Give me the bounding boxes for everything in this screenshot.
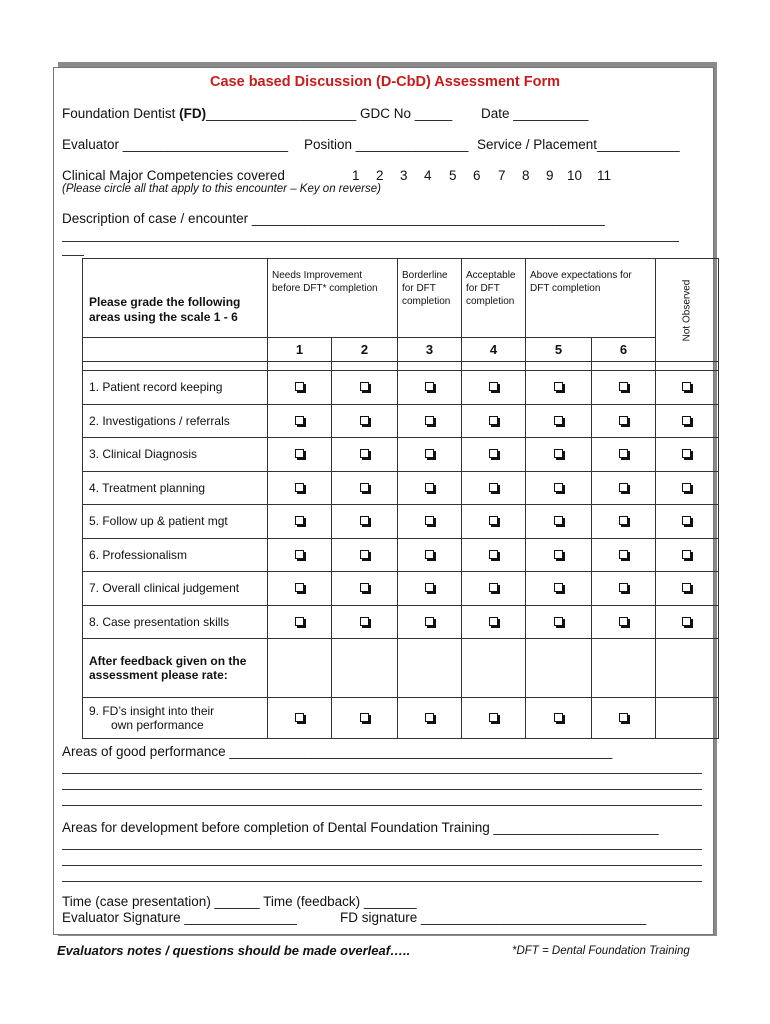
item-5-not-observed-checkbox[interactable] — [682, 516, 691, 525]
position-field[interactable]: Position _______________ — [304, 137, 469, 152]
grade-cell — [592, 538, 656, 572]
item-2-grade-5-checkbox[interactable] — [554, 416, 563, 425]
competency-5[interactable]: 5 — [449, 168, 457, 183]
item-8-grade-5-checkbox[interactable] — [554, 617, 563, 626]
competency-11[interactable]: 11 — [597, 168, 612, 183]
grid-row — [83, 698, 719, 739]
grade-cell — [268, 471, 332, 505]
item-8-grade-2-checkbox[interactable] — [360, 617, 369, 626]
grade-cell — [526, 471, 592, 505]
competency-7[interactable]: 7 — [498, 168, 506, 183]
grade-cell — [398, 438, 462, 472]
grade-cell — [592, 438, 656, 472]
grade-cell — [462, 572, 526, 606]
item-8-grade-6-checkbox[interactable] — [619, 617, 628, 626]
item-7-grade-5-checkbox[interactable] — [554, 583, 563, 592]
grade-cell — [462, 698, 526, 739]
item-5-grade-5-checkbox[interactable] — [554, 516, 563, 525]
grade-cell — [462, 505, 526, 539]
fd-label-bold: (FD) — [179, 106, 207, 121]
item-9-grade-6-checkbox[interactable] — [619, 713, 628, 722]
item-1-grade-3-checkbox[interactable] — [425, 382, 434, 391]
scale-2: 2 — [332, 338, 398, 362]
grade-cell — [332, 605, 398, 639]
competency-1[interactable]: 1 — [352, 168, 360, 183]
grade-cell — [268, 371, 332, 405]
item-7-grade-1-checkbox[interactable] — [295, 583, 304, 592]
development-line-4[interactable] — [62, 881, 702, 882]
item-label: 1. Patient record keeping — [83, 371, 268, 405]
grade-cell — [592, 639, 656, 698]
item-7-grade-6-checkbox[interactable] — [619, 583, 628, 592]
not-observed-cell — [656, 471, 719, 505]
grade-cell — [462, 371, 526, 405]
competencies-label: Clinical Major Competencies covered — [62, 168, 285, 183]
overleaf-note: Evaluators notes / questions should be made overleaf….. — [57, 943, 411, 958]
grade-cell — [398, 371, 462, 405]
grade-cell — [592, 605, 656, 639]
grade-cell — [268, 404, 332, 438]
grade-cell — [526, 698, 592, 739]
header-borderline: Borderline for DFT completion — [398, 259, 462, 338]
feedback-note-line2: assessment please rate: — [89, 668, 228, 682]
not-observed-cell — [656, 605, 719, 639]
competency-8[interactable]: 8 — [522, 168, 530, 183]
feedback-note-line1: After feedback given on the — [89, 654, 247, 668]
feedback-note — [83, 639, 268, 698]
item-3-not-observed-checkbox[interactable] — [682, 449, 691, 458]
service-field[interactable]: Service / Placement___________ — [477, 137, 680, 152]
not-observed-cell — [656, 371, 719, 405]
item-7-grade-3-checkbox[interactable] — [425, 583, 434, 592]
item-4-grade-4-checkbox[interactable] — [489, 483, 498, 492]
header-above-expectations: Above expectations for DFT completion — [526, 259, 656, 338]
grade-cell — [332, 698, 398, 739]
item-1-grade-2-checkbox[interactable] — [360, 382, 369, 391]
item-3-grade-5-checkbox[interactable] — [554, 449, 563, 458]
grade-cell — [398, 639, 462, 698]
item-7-grade-2-checkbox[interactable] — [360, 583, 369, 592]
grading-prompt — [83, 259, 268, 338]
dft-footnote: *DFT = Dental Foundation Training — [512, 945, 690, 957]
item-4-grade-3-checkbox[interactable] — [425, 483, 434, 492]
item-2-grade-6-checkbox[interactable] — [619, 416, 628, 425]
grade-cell — [462, 639, 526, 698]
grade-cell — [332, 371, 398, 405]
form-title: Case based Discussion (D-CbD) Assessment Form — [210, 74, 560, 90]
item-label: 3. Clinical Diagnosis — [83, 438, 268, 472]
grid-row — [83, 438, 719, 472]
item-3-grade-4-checkbox[interactable] — [489, 449, 498, 458]
header-needs-improvement: Needs Improvement before DFT* completion — [268, 259, 398, 338]
grade-cell — [462, 438, 526, 472]
scale-6: 6 — [592, 338, 656, 362]
grade-cell — [526, 538, 592, 572]
scale-3: 3 — [398, 338, 462, 362]
item-6-grade-1-checkbox[interactable] — [295, 550, 304, 559]
item-4-not-observed-checkbox[interactable] — [682, 483, 691, 492]
gdc-field[interactable]: GDC No _____ — [356, 106, 453, 121]
grid-row — [83, 471, 719, 505]
scale-spacer — [83, 338, 268, 362]
item-3-grade-3-checkbox[interactable] — [425, 449, 434, 458]
item-9-grade-1-checkbox[interactable] — [295, 713, 304, 722]
item-9-grade-3-checkbox[interactable] — [425, 713, 434, 722]
competencies-note: (Please circle all that apply to this encounter – Key on reverse) — [62, 183, 381, 195]
not-observed-cell — [656, 505, 719, 539]
grid-row — [83, 605, 719, 639]
description-field[interactable]: Description of case / encounter _______________________________________________ — [62, 211, 605, 226]
competency-4[interactable]: 4 — [424, 168, 432, 183]
competency-10[interactable]: 10 — [567, 168, 583, 183]
item-1-grade-4-checkbox[interactable] — [489, 382, 498, 391]
item-6-grade-4-checkbox[interactable] — [489, 550, 498, 559]
item-2-grade-3-checkbox[interactable] — [425, 416, 434, 425]
item-label: 8. Case presentation skills — [83, 605, 268, 639]
competency-9[interactable]: 9 — [546, 168, 554, 183]
development-line-3[interactable] — [62, 865, 702, 866]
good-performance-line-2[interactable] — [62, 773, 702, 774]
not-observed-cell — [656, 538, 719, 572]
grade-cell — [332, 572, 398, 606]
item-5-grade-4-checkbox[interactable] — [489, 516, 498, 525]
item-9-line2: own performance — [111, 718, 204, 732]
item-9-line1: 9. FD’s insight into their — [89, 704, 215, 718]
item-8-grade-1-checkbox[interactable] — [295, 617, 304, 626]
grade-cell — [526, 371, 592, 405]
item-7-not-observed-checkbox[interactable] — [682, 583, 691, 592]
grid-pad-row — [83, 362, 719, 371]
scale-5: 5 — [526, 338, 592, 362]
grade-cell — [268, 505, 332, 539]
item-1-grade-6-checkbox[interactable] — [619, 382, 628, 391]
grade-cell — [268, 639, 332, 698]
scale-4: 4 — [462, 338, 526, 362]
item-9-grade-4-checkbox[interactable] — [489, 713, 498, 722]
grade-cell — [462, 471, 526, 505]
good-performance-field[interactable]: Areas of good performance ___________________________________________________ — [62, 744, 613, 759]
item-8-grade-4-checkbox[interactable] — [489, 617, 498, 626]
grade-cell — [592, 371, 656, 405]
grade-cell — [592, 698, 656, 739]
assessment-grid — [82, 258, 719, 739]
item-3-grade-6-checkbox[interactable] — [619, 449, 628, 458]
grade-cell — [526, 605, 592, 639]
fd-name-field[interactable]: ____________________ — [206, 106, 357, 121]
item-8-grade-3-checkbox[interactable] — [425, 617, 434, 626]
item-label: 7. Overall clinical judgement — [83, 572, 268, 606]
item-label — [83, 698, 268, 739]
grade-cell — [398, 404, 462, 438]
grade-cell — [268, 698, 332, 739]
grade-cell — [268, 572, 332, 606]
item-1-not-observed-checkbox[interactable] — [682, 382, 691, 391]
item-label: 2. Investigations / referrals — [83, 404, 268, 438]
time-fields[interactable]: Time (case presentation) ______ Time (feedback) _______ — [62, 894, 417, 909]
fd-label: Foundation Dentist — [62, 106, 180, 121]
item-9-grade-2-checkbox[interactable] — [360, 713, 369, 722]
not-observed-cell — [656, 404, 719, 438]
scale-row — [83, 338, 719, 362]
grade-cell — [462, 404, 526, 438]
grid-row — [83, 371, 719, 405]
fd-line[interactable] — [62, 106, 452, 121]
item-4-grade-1-checkbox[interactable] — [295, 483, 304, 492]
item-3-grade-2-checkbox[interactable] — [360, 449, 369, 458]
item-5-grade-2-checkbox[interactable] — [360, 516, 369, 525]
grade-cell — [398, 698, 462, 739]
not-observed-cell — [656, 438, 719, 472]
grade-cell — [268, 538, 332, 572]
feedback-note-row — [83, 639, 719, 698]
grade-cell — [332, 404, 398, 438]
fd-signature-field[interactable]: FD signature ______________________________ — [340, 910, 647, 925]
item-2-grade-1-checkbox[interactable] — [295, 416, 304, 425]
item-3-grade-1-checkbox[interactable] — [295, 449, 304, 458]
item-5-grade-6-checkbox[interactable] — [619, 516, 628, 525]
evaluator-signature-field[interactable]: Evaluator Signature _______________ — [62, 910, 297, 925]
item-6-grade-5-checkbox[interactable] — [554, 550, 563, 559]
competency-2[interactable]: 2 — [376, 168, 384, 183]
evaluator-field[interactable]: Evaluator ______________________ — [62, 137, 288, 152]
grade-cell — [526, 639, 592, 698]
grade-cell — [332, 538, 398, 572]
description-line-3[interactable] — [62, 255, 84, 256]
item-2-grade-2-checkbox[interactable] — [360, 416, 369, 425]
item-6-grade-6-checkbox[interactable] — [619, 550, 628, 559]
grade-cell — [398, 471, 462, 505]
competency-3[interactable]: 3 — [400, 168, 408, 183]
grid-row — [83, 505, 719, 539]
item-4-grade-6-checkbox[interactable] — [619, 483, 628, 492]
grade-cell — [268, 438, 332, 472]
item-1-grade-1-checkbox[interactable] — [295, 382, 304, 391]
item-label: 6. Professionalism — [83, 538, 268, 572]
header-not-observed: Not Observed — [656, 259, 719, 362]
grade-cell — [526, 572, 592, 606]
item-1-grade-5-checkbox[interactable] — [554, 382, 563, 391]
grade-cell — [398, 538, 462, 572]
grade-cell — [398, 505, 462, 539]
grade-cell — [526, 404, 592, 438]
good-performance-line-4[interactable] — [62, 805, 702, 806]
scale-1: 1 — [268, 338, 332, 362]
development-field[interactable]: Areas for development before completion of Dental Foundation Training ______________________ — [62, 820, 659, 835]
grade-cell — [398, 572, 462, 606]
grade-cell — [462, 605, 526, 639]
grade-cell — [332, 471, 398, 505]
competency-6[interactable]: 6 — [473, 168, 481, 183]
grade-cell — [592, 471, 656, 505]
grade-cell — [592, 404, 656, 438]
grade-cell — [268, 605, 332, 639]
not-observed-cell — [656, 572, 719, 606]
grid-row — [83, 404, 719, 438]
grade-cell — [398, 605, 462, 639]
item-8-not-observed-checkbox[interactable] — [682, 617, 691, 626]
grid-row — [83, 538, 719, 572]
item-7-grade-4-checkbox[interactable] — [489, 583, 498, 592]
date-field[interactable]: Date __________ — [481, 106, 589, 121]
item-2-grade-4-checkbox[interactable] — [489, 416, 498, 425]
grade-cell — [592, 505, 656, 539]
grade-cell — [526, 438, 592, 472]
development-line-2[interactable] — [62, 849, 702, 850]
grade-cell — [332, 438, 398, 472]
grade-cell — [592, 572, 656, 606]
grading-prompt-line1: Please grade the following — [89, 295, 241, 309]
item-label: 5. Follow up & patient mgt — [83, 505, 268, 539]
not-observed-cell — [656, 698, 719, 739]
item-6-grade-2-checkbox[interactable] — [360, 550, 369, 559]
grade-cell — [332, 639, 398, 698]
grade-cell — [526, 505, 592, 539]
header-acceptable: Acceptable for DFT completion — [462, 259, 526, 338]
item-label: 4. Treatment planning — [83, 471, 268, 505]
description-line-2[interactable] — [62, 241, 679, 242]
item-5-grade-3-checkbox[interactable] — [425, 516, 434, 525]
item-4-grade-2-checkbox[interactable] — [360, 483, 369, 492]
grade-cell — [332, 505, 398, 539]
item-6-grade-3-checkbox[interactable] — [425, 550, 434, 559]
item-6-not-observed-checkbox[interactable] — [682, 550, 691, 559]
item-9-grade-5-checkbox[interactable] — [554, 713, 563, 722]
grid-row — [83, 572, 719, 606]
grade-cell — [462, 538, 526, 572]
item-2-not-observed-checkbox[interactable] — [682, 416, 691, 425]
item-4-grade-5-checkbox[interactable] — [554, 483, 563, 492]
grading-prompt-line2: areas using the scale 1 - 6 — [89, 310, 238, 324]
item-5-grade-1-checkbox[interactable] — [295, 516, 304, 525]
not-observed-cell — [656, 639, 719, 698]
good-performance-line-3[interactable] — [62, 789, 702, 790]
